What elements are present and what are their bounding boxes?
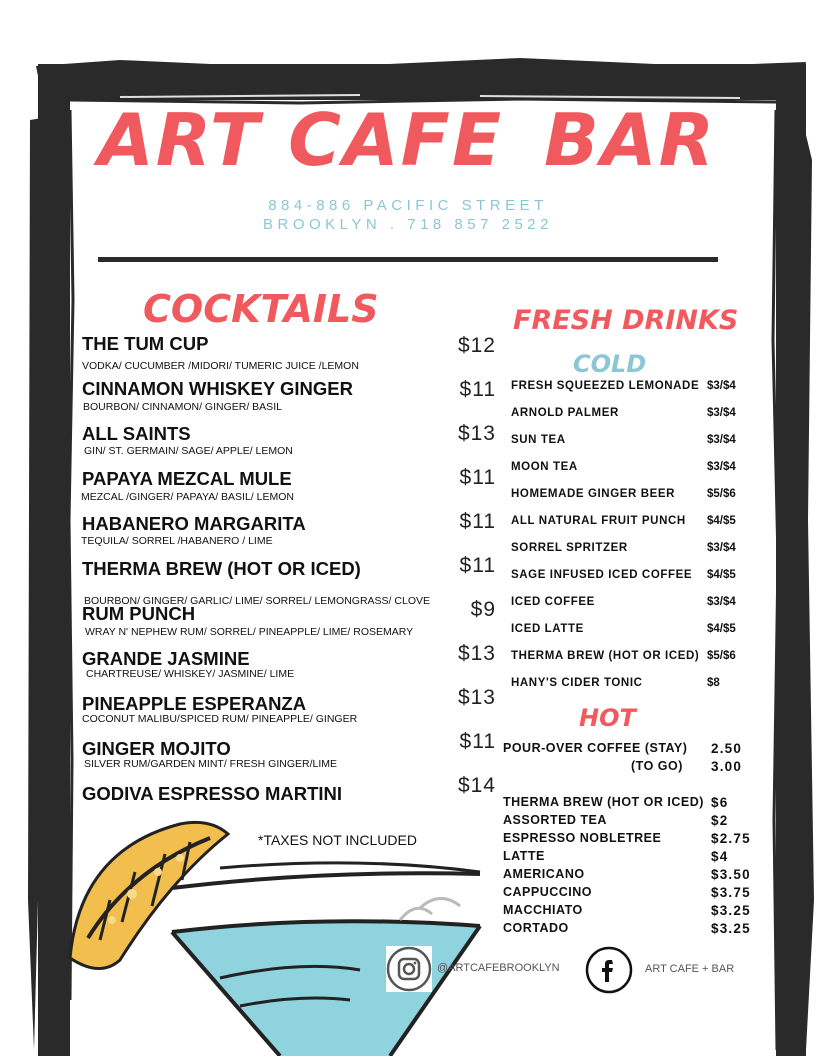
cold-drink-name: HANY'S CIDER TONIC [511,677,643,689]
cocktail-ingredients: VODKA/ CUCUMBER /MIDORI/ TUMERIC JUICE /LEMON [82,360,359,372]
cocktail-ingredients: SILVER RUM/GARDEN MINT/ FRESH GINGER/LIME [84,758,337,770]
cold-drink-price: $3/$4 [707,434,736,446]
header-divider [98,257,718,262]
hot-drink-name: CORTADO [503,921,569,935]
title-bar: BAR [544,98,717,182]
martini-illustration [60,810,540,1056]
hot-drink-name: AMERICANO [503,867,585,881]
cocktail-price: $13 [457,422,496,445]
hot-drink-name: ASSORTED TEA [503,813,607,827]
cold-drink-price: $4/$5 [707,515,736,527]
hot-drink-name: MACCHIATO [503,903,583,917]
hot-drink-price: $3.75 [711,885,751,900]
cold-drink-name: MOON TEA [511,461,578,473]
instagram-handle[interactable]: @ARTCAFEBROOKLYN [437,962,560,974]
cocktail-name: CINNAMON WHISKEY GINGER [82,378,354,399]
fresh-drinks-heading: FRESH DRINKS [513,305,739,336]
cocktail-name: PINEAPPLE ESPERANZA [82,693,307,714]
pour-over-togo-label: (TO GO) [631,759,683,773]
cocktail-name: GRANDE JASMINE [82,648,250,669]
cold-drink-name: SAGE INFUSED ICED COFFEE [511,569,693,581]
hot-drink-price: $3.25 [711,903,751,918]
address-street: 884-886 PACIFIC STREET [268,197,548,214]
cold-drink-name: FRESH SQUEEZED LEMONADE [511,380,700,392]
cold-drink-price: $3/$4 [707,542,736,554]
cocktail-name: GODIVA ESPRESSO MARTINI [82,783,343,804]
instagram-icon[interactable] [386,946,432,992]
facebook-name[interactable]: ART CAFE + BAR [645,963,735,975]
cocktail-ingredients: GIN/ ST. GERMAIN/ SAGE/ APPLE/ LEMON [84,445,293,457]
hot-drink-name: LATTE [503,849,545,863]
cocktail-price: $13 [457,686,496,709]
cocktail-ingredients: WRAY N' NEPHEW RUM/ SORREL/ PINEAPPLE/ LIME/ ROSEMARY [85,626,414,638]
cocktail-ingredients: BOURBON/ CINNAMON/ GINGER/ BASIL [83,401,282,413]
cold-drink-name: HOMEMADE GINGER BEER [511,488,676,500]
cold-drink-price: $4/$5 [707,569,736,581]
cold-drink-price: $3/$4 [707,461,736,473]
cold-drink-price: $5/$6 [707,650,736,662]
cold-drink-name: ARNOLD PALMER [511,407,619,419]
cocktail-price: $13 [457,642,496,665]
cocktail-name: RUM PUNCH [82,603,196,624]
cocktail-name: HABANERO MARGARITA [82,513,306,534]
cocktail-price: $11 [459,466,496,489]
hot-drink-price: $3.50 [711,867,751,882]
cocktail-ingredients: TEQUILA/ SORREL /HABANERO / LIME [81,535,273,547]
cocktail-price: $9 [470,598,496,621]
cocktail-price: $11 [459,730,496,753]
hot-drink-name: THERMA BREW (HOT OR ICED) [503,795,704,809]
cocktail-name: PAPAYA MEZCAL MULE [82,468,292,489]
cocktail-name: THERMA BREW (HOT OR ICED) [82,558,361,579]
address-city-phone: BROOKLYN . 718 857 2522 [262,216,553,233]
hot-drink-price: $4 [711,849,729,864]
facebook-icon[interactable] [585,946,633,994]
hot-drink-name: CAPPUCCINO [503,885,593,899]
hot-drink-price: $2 [711,813,729,828]
hot-heading: HOT [579,704,636,732]
hot-drink-price: $2.75 [711,831,751,846]
taxes-note: *TAXES NOT INCLUDED [258,832,417,848]
cold-drink-name: ICED COFFEE [511,596,595,608]
cold-drink-price: $3/$4 [707,596,736,608]
cold-heading: COLD [573,350,647,378]
cold-drink-name: SUN TEA [511,434,566,446]
cocktail-name: GINGER MOJITO [82,738,231,759]
hot-drink-name: ESPRESSO NOBLETREE [503,831,662,845]
cold-drink-price: $3/$4 [707,407,736,419]
cold-drink-price: $3/$4 [707,380,736,392]
pour-over-togo-price: 3.00 [711,759,743,774]
title-art-cafe: ART CAFE [98,98,504,182]
hot-drink-price: $6 [711,795,729,810]
cocktail-ingredients: BOURBON/ GINGER/ GARLIC/ LIME/ SORREL/ LEMONGRASS/ CLOVE [84,595,430,607]
cocktail-ingredients: COCONUT MALIBU/SPICED RUM/ PINEAPPLE/ GINGER [82,713,358,725]
cocktail-price: $11 [459,378,496,401]
cocktail-price: $11 [459,554,496,577]
cocktail-ingredients: MEZCAL /GINGER/ PAPAYA/ BASIL/ LEMON [81,491,294,503]
cold-drink-name: SORREL SPRITZER [511,542,628,554]
cocktail-name: ALL SAINTS [82,423,191,444]
hot-drink-price: $3.25 [711,921,751,936]
cocktail-name: THE TUM CUP [82,333,209,354]
cocktail-price: $11 [459,510,496,533]
cocktails-heading: COCKTAILS [143,287,379,331]
cocktail-price: $14 [457,774,496,797]
cold-drink-price: $5/$6 [707,488,736,500]
cold-drink-price: $8 [707,677,720,689]
cold-drink-name: ALL NATURAL FRUIT PUNCH [511,515,686,527]
pour-over-price: 2.50 [711,741,743,756]
cocktail-price: $12 [457,334,496,357]
cold-drink-name: ICED LATTE [511,623,584,635]
pour-over-name: POUR-OVER COFFEE (STAY) [503,741,688,755]
cold-drink-price: $4/$5 [707,623,736,635]
cold-drink-name: THERMA BREW (HOT OR ICED) [511,650,700,662]
cocktail-ingredients: CHARTREUSE/ WHISKEY/ JASMINE/ LIME [86,668,295,680]
